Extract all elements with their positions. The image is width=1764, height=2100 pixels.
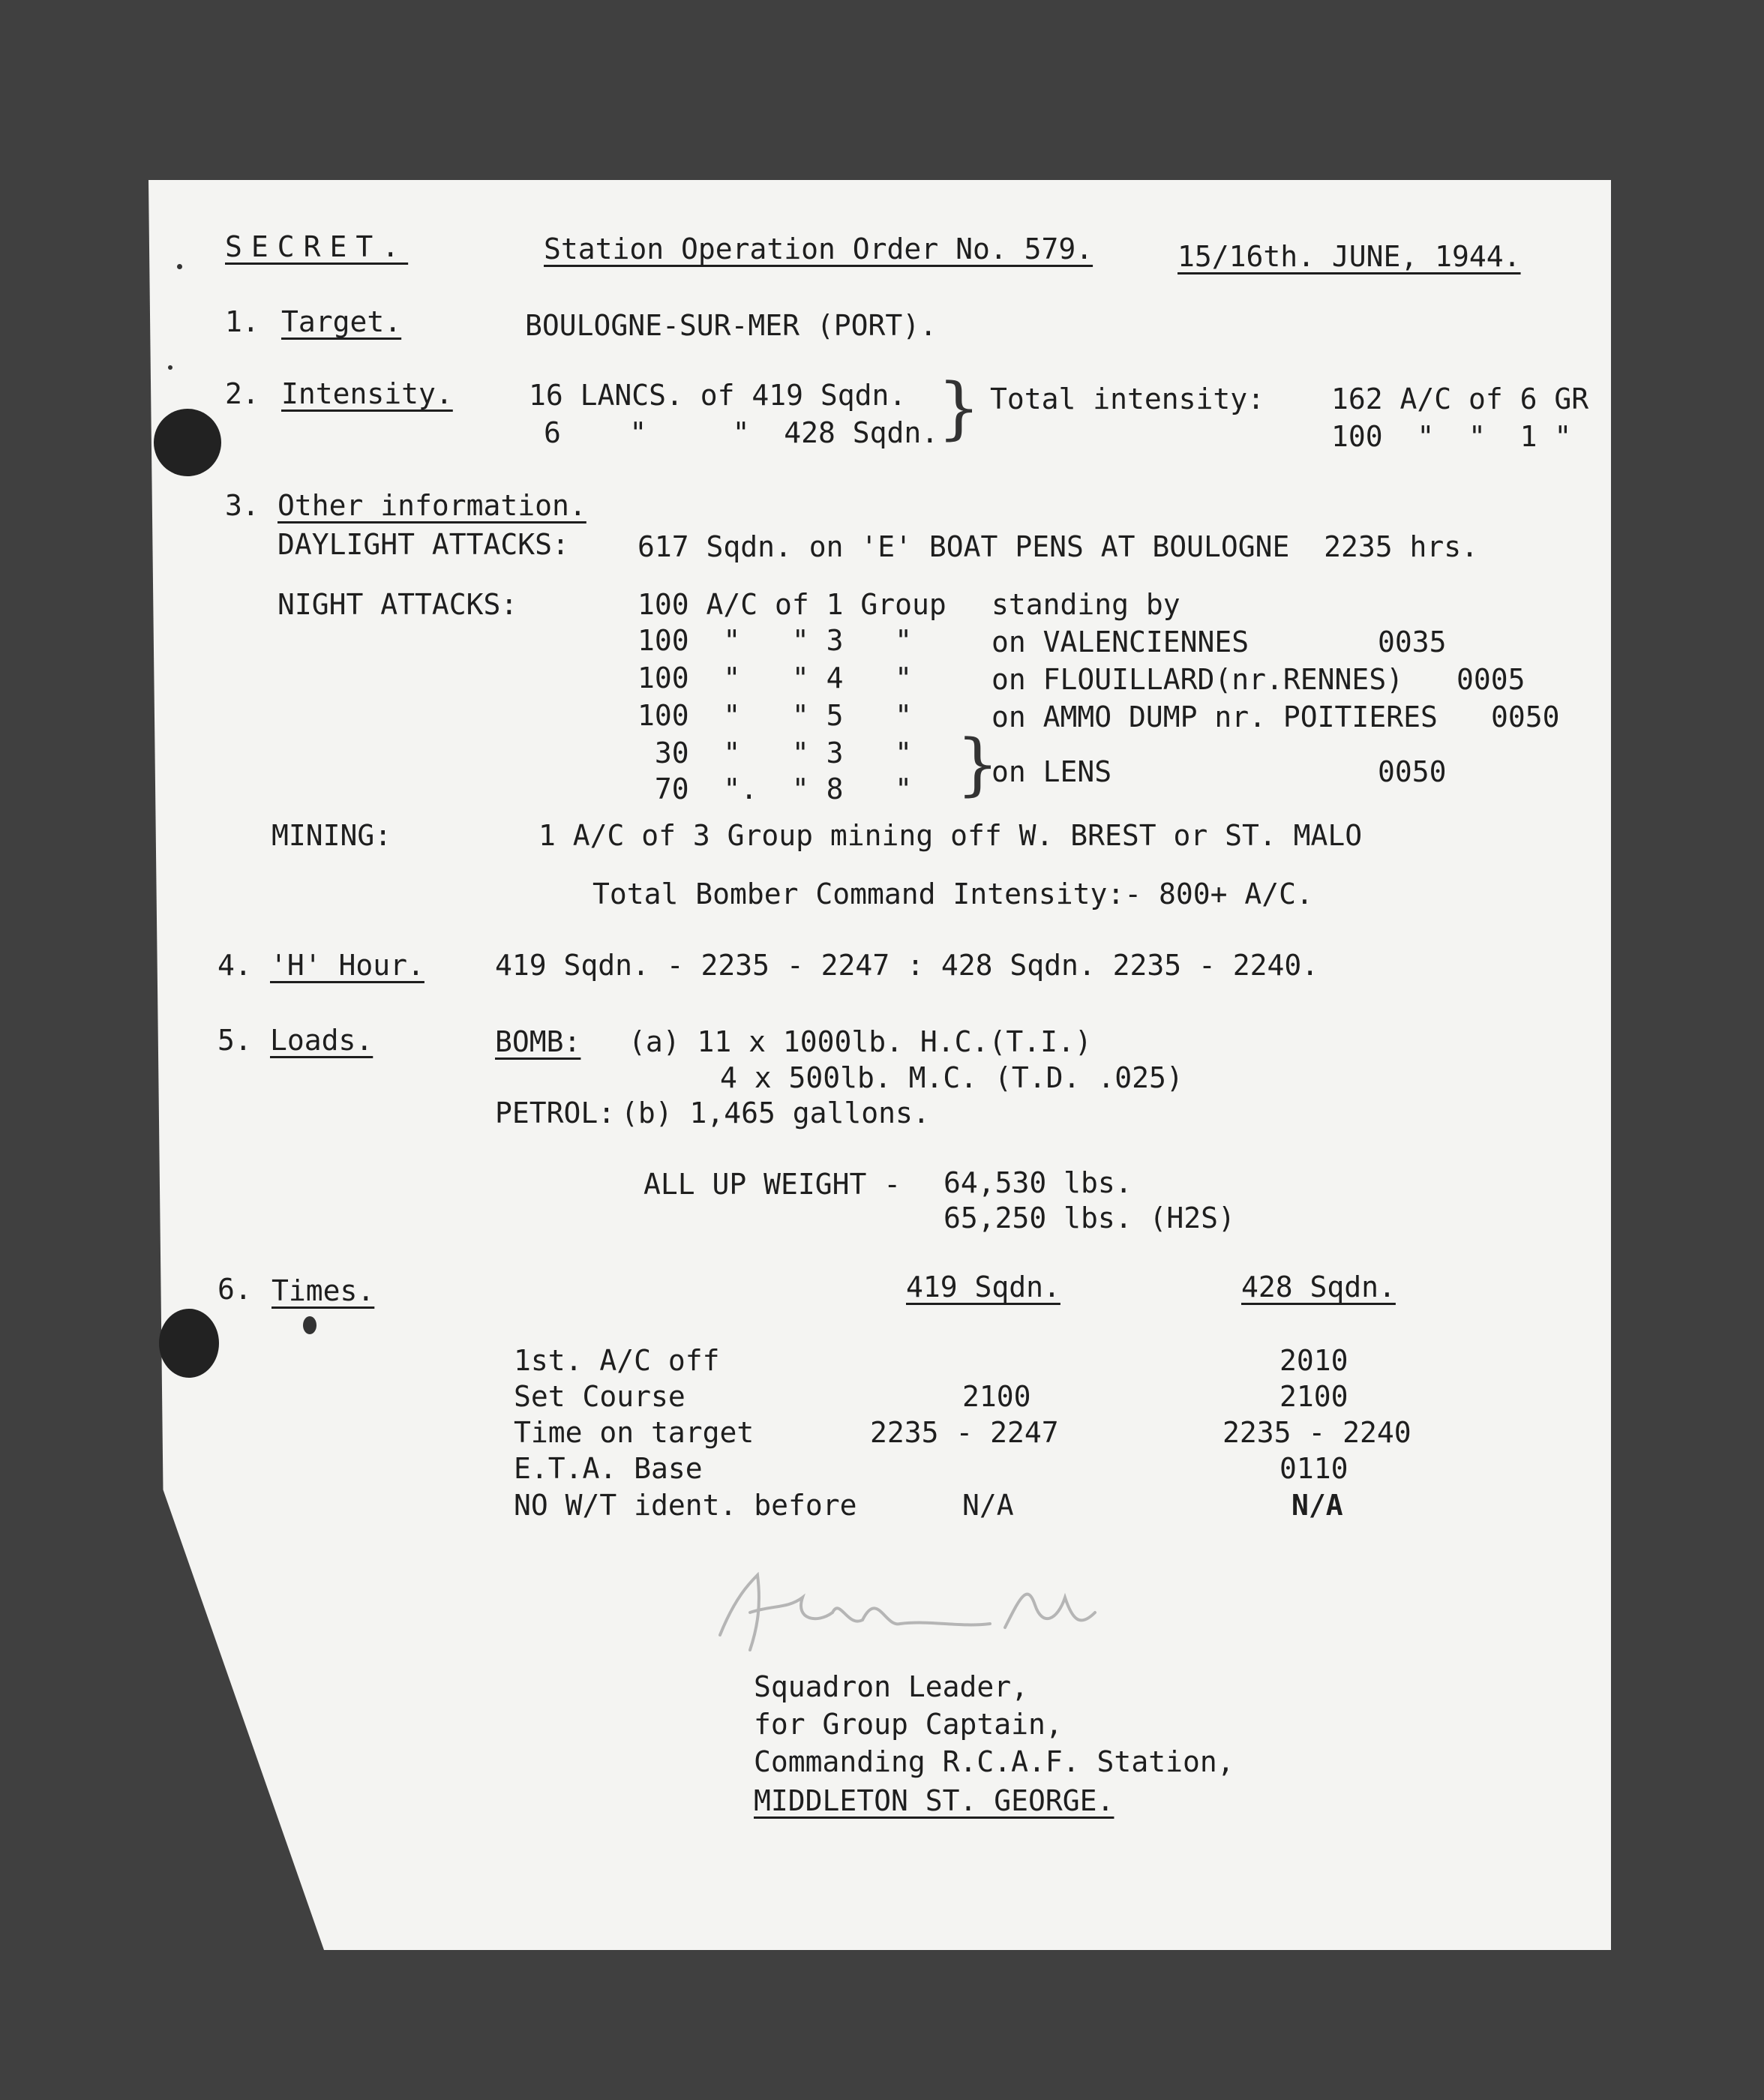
section-number-target: 1. xyxy=(225,305,260,338)
bomb-load-a: (a) 11 x 1000lb. H.C.(T.I.) xyxy=(628,1025,1092,1058)
night-row-left-3: 100 " " 4 " xyxy=(638,662,913,694)
night-row-left-2: 100 " " 3 " xyxy=(638,624,913,657)
times-row-label-5: NO W/T ident. before xyxy=(514,1489,857,1522)
lens-brace: } xyxy=(956,725,1000,804)
times-row-v1-5: N/A xyxy=(962,1489,1014,1522)
other-info-label: Other information. xyxy=(278,489,586,522)
total-intensity-1: 162 A/C of 6 GR xyxy=(1331,382,1589,416)
mining-label: MINING: xyxy=(272,819,392,852)
times-row-label-4: E.T.A. Base xyxy=(514,1452,703,1485)
night-row-right-2: on VALENCIENNES xyxy=(992,626,1250,658)
total-intensity-label: Total intensity: xyxy=(990,382,1265,416)
times-row-v2-1: 2010 xyxy=(1280,1344,1348,1377)
signature-line-3: Commanding R.C.A.F. Station, xyxy=(754,1745,1234,1778)
night-row-right-6: on LENS xyxy=(992,755,1112,788)
times-label: Times. xyxy=(272,1274,375,1307)
times-row-v2-5: N/A xyxy=(1292,1489,1343,1522)
total-bomber-intensity: Total Bomber Command Intensity:- 800+ A/C. xyxy=(592,878,1313,910)
night-attacks-label: NIGHT ATTACKS: xyxy=(278,588,518,621)
times-row-v2-2: 2100 xyxy=(1280,1380,1348,1413)
times-row-label-2: Set Course xyxy=(514,1380,686,1413)
intensity-row-1: 16 LANCS. of 419 Sqdn. xyxy=(529,379,907,412)
night-row-right-3: on FLOUILLARD(nr.RENNES) xyxy=(992,663,1404,696)
daylight-attacks-label: DAYLIGHT ATTACKS: xyxy=(278,528,569,561)
section-number-intensity: 2. xyxy=(225,377,260,410)
section-number-loads: 5. xyxy=(218,1024,252,1057)
speck-2 xyxy=(168,365,172,370)
loads-label: Loads. xyxy=(270,1024,374,1057)
times-row-v1-3: 2235 - 2247 xyxy=(870,1416,1059,1449)
times-row-v2-3: 2235 - 2240 xyxy=(1222,1416,1412,1449)
times-row-v1-2: 2100 xyxy=(962,1380,1031,1413)
night-row-time-6: 0050 xyxy=(1378,755,1447,788)
section-number-other: 3. xyxy=(225,489,260,522)
section-number-times: 6. xyxy=(218,1273,252,1306)
night-row-time-3: 0005 xyxy=(1456,663,1526,696)
signature-line-2: for Group Captain, xyxy=(754,1708,1063,1741)
night-row-right-1: standing by xyxy=(992,588,1180,621)
times-row-label-1: 1st. A/C off xyxy=(514,1344,720,1377)
daylight-attacks-value: 617 Sqdn. on 'E' BOAT PENS AT BOULOGNE 2235 hrs. xyxy=(638,530,1479,563)
night-row-left-1: 100 A/C of 1 Group xyxy=(638,588,946,621)
classification-header: SECRET. xyxy=(225,230,409,263)
times-column-419: 419 Sqdn. xyxy=(906,1270,1060,1304)
times-row-v2-4: 0110 xyxy=(1280,1452,1348,1485)
all-up-weight-2: 65,250 lbs. (H2S) xyxy=(944,1202,1235,1234)
signature-line-1: Squadron Leader, xyxy=(754,1670,1029,1703)
signature-line-4: MIDDLETON ST. GEORGE. xyxy=(754,1784,1114,1817)
speck-1 xyxy=(177,264,182,269)
night-row-time-2: 0035 xyxy=(1378,626,1447,658)
night-row-left-6: 70 ". " 8 " xyxy=(638,772,913,806)
punch-hole-bottom xyxy=(159,1309,219,1378)
bomb-label: BOMB: xyxy=(495,1025,581,1058)
order-date: 15/16th. JUNE, 1944. xyxy=(1178,240,1521,273)
target-label: Target. xyxy=(281,305,402,338)
night-row-right-4: on AMMO DUMP nr. POITIERES xyxy=(992,700,1438,734)
h-hour-label: 'H' Hour. xyxy=(270,949,424,982)
speck-3 xyxy=(303,1316,316,1334)
all-up-weight-label: ALL UP WEIGHT - xyxy=(644,1168,902,1201)
times-column-428: 428 Sqdn. xyxy=(1241,1270,1396,1304)
handwritten-signature xyxy=(705,1552,1155,1665)
intensity-brace: } xyxy=(938,369,981,448)
night-row-left-5: 30 " " 3 " xyxy=(638,736,913,770)
petrol-label: PETROL: xyxy=(495,1096,616,1130)
order-title: Station Operation Order No. 579. xyxy=(544,232,1094,266)
intensity-label: Intensity. xyxy=(281,377,453,410)
h-hour-value: 419 Sqdn. - 2235 - 2247 : 428 Sqdn. 2235 - 2240. xyxy=(495,949,1319,982)
mining-value: 1 A/C of 3 Group mining off W. BREST or ST. MALO xyxy=(538,819,1363,852)
punch-hole-top xyxy=(154,409,221,476)
bomb-load-a2: 4 x 500lb. M.C. (T.D. .025) xyxy=(720,1061,1184,1094)
section-number-h-hour: 4. xyxy=(218,949,252,982)
times-row-label-3: Time on target xyxy=(514,1416,754,1449)
target-value: BOULOGNE-SUR-MER (PORT). xyxy=(525,309,938,342)
night-row-left-4: 100 " " 5 " xyxy=(638,699,913,732)
intensity-row-2: 6 " " 428 Sqdn. xyxy=(544,416,939,449)
night-row-time-4: 0050 xyxy=(1491,700,1560,734)
petrol-value: (b) 1,465 gallons. xyxy=(621,1096,930,1130)
total-intensity-2: 100 " " 1 " xyxy=(1331,420,1572,453)
all-up-weight-1: 64,530 lbs. xyxy=(944,1166,1132,1199)
